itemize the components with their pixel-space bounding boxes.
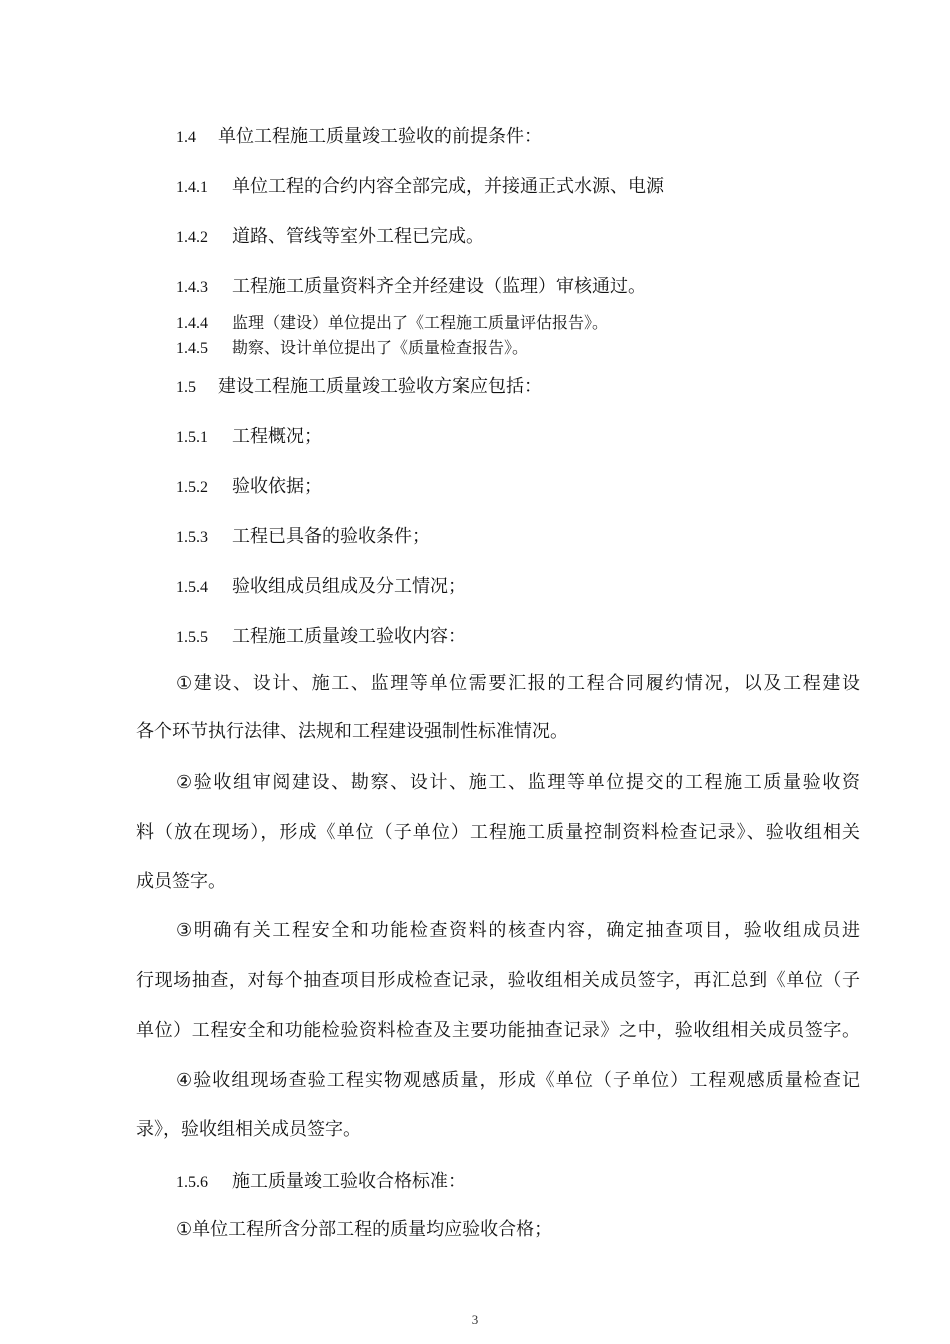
item-1-4-2 — [176, 225, 484, 250]
page-number: 3 — [471, 1312, 479, 1327]
paragraph-line: 录》，验收组相关成员签字。 — [136, 1119, 361, 1140]
item-1-4-4 — [176, 312, 608, 335]
item-text: 监理（建设）单位提出了《工程施工质量评估报告》。 — [232, 313, 609, 332]
item-text: 验收依据； — [232, 476, 322, 497]
paragraph-line: 行现场抽查，对每个抽查项目形成检查记录，验收组相关成员签字，再汇总到《单位（子 — [136, 970, 860, 991]
item-number: 1.5.2 — [176, 479, 208, 496]
item-1-5-6 — [176, 1170, 466, 1195]
item-text: 工程概况； — [232, 426, 322, 447]
item-text: 道路、管线等室外工程已完成。 — [232, 226, 484, 247]
item-number: 1.5.3 — [176, 529, 208, 546]
item-1-5-2 — [176, 475, 322, 500]
item-number: 1.4.3 — [176, 279, 208, 296]
item-text: 验收组成员组成及分工情况； — [232, 576, 466, 597]
section-text: 单位工程施工质量竣工验收的前提条件： — [218, 126, 542, 147]
item-number: 1.5.5 — [176, 629, 208, 646]
item-1-4-5 — [176, 337, 528, 360]
paragraph-line: 成员签字。 — [136, 871, 226, 892]
paragraph-line: 单位）工程安全和功能检验资料检查及主要功能抽查记录》之中，验收组相关成员签字。 — [136, 1020, 860, 1041]
item-number: 1.4.4 — [176, 315, 208, 332]
item-1-4-1 — [176, 175, 664, 200]
section-number: 1.4 — [176, 129, 196, 146]
section-1-5 — [176, 375, 542, 400]
item-1-5-5 — [176, 625, 466, 650]
item-1-5-3 — [176, 525, 430, 550]
paragraph-line: 各个环节执行法律、法规和工程建设强制性标准情况。 — [136, 721, 568, 742]
paragraph-line: ②验收组审阅建设、勘察、设计、施工、监理等单位提交的工程施工质量验收资 — [176, 772, 860, 793]
section-1-4 — [176, 125, 542, 150]
item-text: 施工质量竣工验收合格标准： — [232, 1171, 466, 1192]
item-text: 工程已具备的验收条件； — [232, 526, 430, 547]
item-number: 1.5.1 — [176, 429, 208, 446]
item-text: 工程施工质量资料齐全并经建设（监理）审核通过。 — [232, 276, 646, 297]
item-1-5-1 — [176, 425, 322, 450]
paragraph-line: 料（放在现场），形成《单位（子单位）工程施工质量控制资料检查记录》、验收组相关 — [136, 822, 860, 843]
item-text: 工程施工质量竣工验收内容： — [232, 626, 466, 647]
item-text: 勘察、设计单位提出了《质量检查报告》。 — [232, 338, 529, 357]
paragraph-line: ①建设、设计、施工、监理等单位需要汇报的工程合同履约情况，以及工程建设 — [176, 673, 860, 694]
paragraph-line: ④验收组现场查验工程实物观感质量，形成《单位（子单位）工程观感质量检查记 — [176, 1070, 860, 1091]
section-text: 建设工程施工质量竣工验收方案应包括： — [218, 376, 542, 397]
item-number: 1.4.5 — [176, 340, 208, 357]
item-text: 单位工程的合约内容全部完成，并接通正式水源、电源 — [232, 176, 664, 197]
item-1-4-3 — [176, 275, 646, 300]
item-number: 1.4.1 — [176, 179, 208, 196]
item-number: 1.5.6 — [176, 1174, 208, 1191]
item-1-5-4 — [176, 575, 466, 600]
item-number: 1.4.2 — [176, 229, 208, 246]
paragraph-line: ③明确有关工程安全和功能检查资料的核查内容，确定抽查项目，验收组成员进 — [176, 920, 860, 941]
paragraph-line: ①单位工程所含分部工程的质量均应验收合格； — [176, 1219, 553, 1240]
item-number: 1.5.4 — [176, 579, 208, 596]
section-number: 1.5 — [176, 379, 196, 396]
